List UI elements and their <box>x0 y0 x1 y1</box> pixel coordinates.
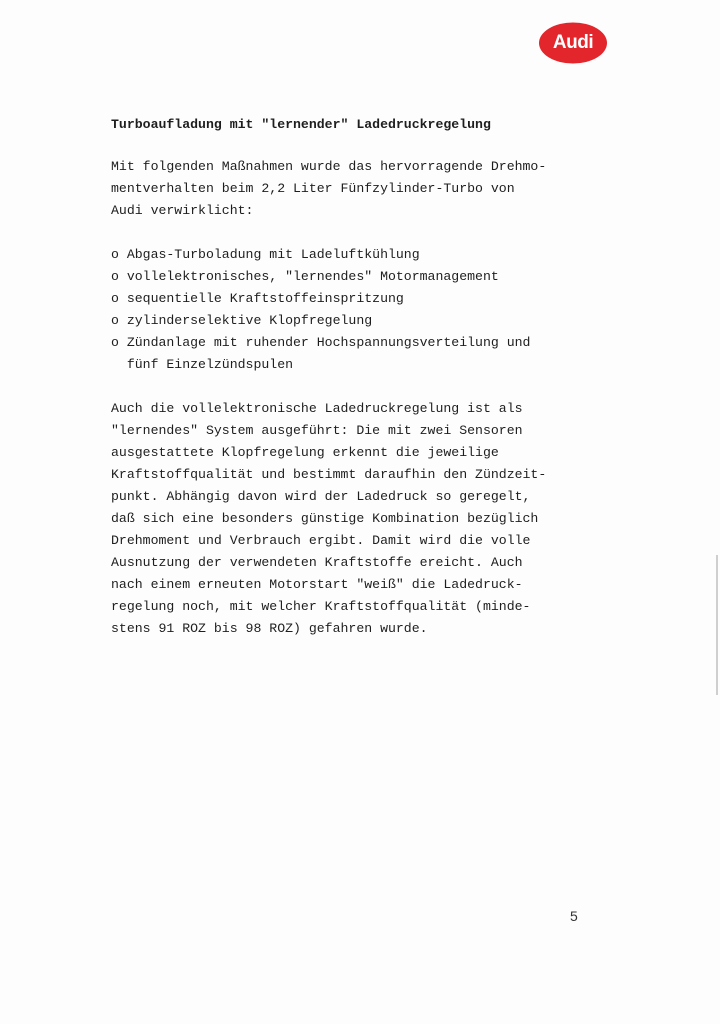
body-line: nach einem erneuten Motorstart "weiß" die Ladedruck- <box>111 577 523 592</box>
body-line: regelung noch, mit welcher Kraftstoffqualität (minde- <box>111 599 531 614</box>
list-item: o zylinderselektive Klopfregelung <box>111 313 373 328</box>
document-body <box>111 114 611 640</box>
body-line: Kraftstoffqualität und bestimmt daraufhin den Zündzeit- <box>111 467 547 482</box>
document-title: Turboaufladung mit "lernender" Ladedruckregelung <box>111 117 491 132</box>
list-item: o Abgas-Turboladung mit Ladeluftkühlung <box>111 247 420 262</box>
audi-logo <box>538 22 608 64</box>
body-line: Drehmoment und Verbrauch ergibt. Damit wird die volle <box>111 533 531 548</box>
intro-line: Mit folgenden Maßnahmen wurde das hervorragende Drehmo- <box>111 159 547 174</box>
body-line: Auch die vollelektronische Ladedruckregelung ist als <box>111 401 523 416</box>
body-line: "lernendes" System ausgeführt: Die mit zwei Sensoren <box>111 423 523 438</box>
body-line: punkt. Abhängig davon wird der Ladedruck so geregelt, <box>111 489 531 504</box>
list-item: o vollelektronisches, "lernendes" Motormanagement <box>111 269 499 284</box>
intro-line: mentverhalten beim 2,2 Liter Fünfzylinder-Turbo von <box>111 181 515 196</box>
body-line: stens 91 ROZ bis 98 ROZ) gefahren wurde. <box>111 621 428 636</box>
scan-edge-mark <box>716 555 718 695</box>
measures-list <box>111 244 611 376</box>
body-line: ausgestattete Klopfregelung erkennt die jeweilige <box>111 445 499 460</box>
list-item: o sequentielle Kraftstoffeinspritzung <box>111 291 404 306</box>
intro-line: Audi verwirklicht: <box>111 203 254 218</box>
body-line: daß sich eine besonders günstige Kombination bezüglich <box>111 511 539 526</box>
list-item: o Zündanlage mit ruhender Hochspannungsverteilung und <box>111 335 531 350</box>
logo-text: Audi <box>552 32 594 53</box>
intro-paragraph <box>111 156 611 222</box>
page-number: 5 <box>570 908 578 924</box>
body-line: Ausnutzung der verwendeten Kraftstoffe ereicht. Auch <box>111 555 523 570</box>
body-paragraph <box>111 398 611 640</box>
list-item-continuation: fünf Einzelzündspulen <box>111 357 294 372</box>
